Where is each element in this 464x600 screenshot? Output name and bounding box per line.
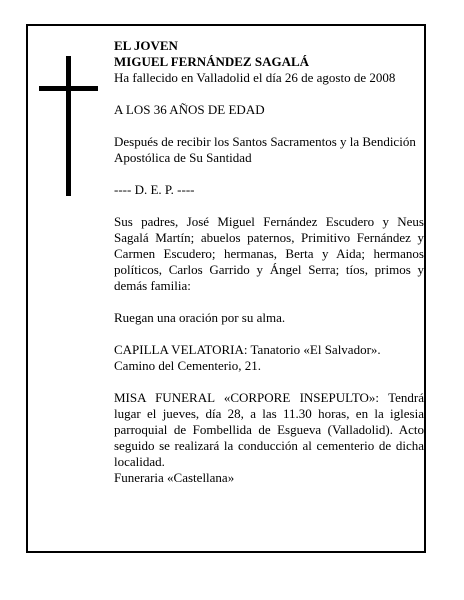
prayer-line: Ruegan una oración por su alma. — [114, 310, 286, 325]
cross-icon-bar — [39, 86, 98, 91]
mass-paragraph: MISA FUNERAL «CORPORE INSEPULTO»: Tendrá lugar el jueves, día 28, a las 11.30 horas, en la iglesia parroquial de Fombellida de Esgueva (Valladolid). Acto seguido se realizará la conducción al cementerio de dicha localidad. — [114, 390, 424, 469]
heading: EL JOVEN — [114, 38, 178, 53]
deceased-name: MIGUEL FERNÁNDEZ SAGALÁ — [114, 54, 310, 69]
family-paragraph: Sus padres, José Miguel Fernández Escudero y Neus Sagalá Martín; abuelos paternos, Primitivo Fernández y Carmen Escudero; hermanas, Berta y Aida; hermanos políticos, Carlos Garrido y Ángel Serra; tíos, primos y demás familia: — [114, 214, 424, 293]
chapel-address: Camino del Cementerio, 21. — [114, 358, 261, 373]
sacraments-line: Después de recibir los Santos Sacramentos y la Bendición Apostólica de Su Santidad — [114, 134, 416, 165]
funeral-home: Funeraria «Castellana» — [114, 470, 235, 485]
death-line: Ha fallecido en Valladolid el día 26 de agosto de 2008 — [114, 70, 396, 85]
cross-icon — [66, 56, 71, 196]
chapel-line: CAPILLA VELATORIA: Tanatorio «El Salvador». — [114, 342, 381, 357]
age-line: A LOS 36 AÑOS DE EDAD — [114, 102, 265, 117]
obituary-text — [114, 38, 424, 486]
rip-line: ---- D. E. P. ---- — [114, 182, 195, 197]
